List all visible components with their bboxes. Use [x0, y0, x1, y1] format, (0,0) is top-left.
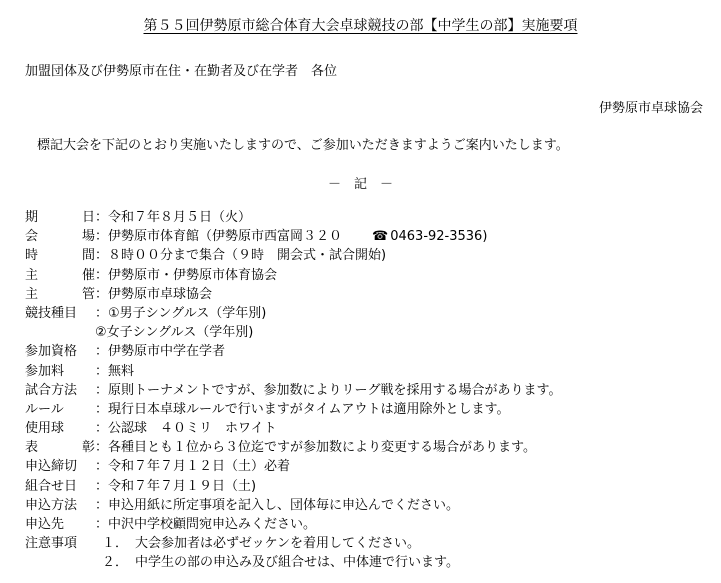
detail-row [25, 208, 715, 227]
detail-row [25, 477, 715, 496]
detail-label-part: 使用球 [25, 421, 65, 437]
detail-row [25, 227, 715, 246]
detail-value-text: 令和７年８月５日（火） [108, 210, 252, 225]
detail-separator: ： [95, 267, 109, 283]
detail-label-part: 催 [81, 267, 95, 283]
detail-value [108, 419, 715, 438]
detail-label-part: 時 [25, 248, 39, 264]
detail-separator: ： [95, 459, 109, 475]
addressee: 加盟団体及び伊勢原市在住・在勤者及び在学者 各位 [25, 64, 338, 79]
detail-separator: ： [95, 401, 109, 417]
detail-value-text: 伊勢原市・伊勢原市体育協会 [108, 267, 278, 283]
sender-organization: 伊勢原市卓球協会 [598, 101, 703, 116]
detail-value [108, 496, 715, 515]
detail-separator: ： [95, 517, 109, 532]
detail-separator: ： [95, 305, 109, 321]
detail-separator: ： [95, 286, 109, 302]
detail-value [108, 381, 715, 400]
detail-label-part: 申込方法 [25, 497, 78, 513]
detail-value-text: 伊勢原市体育館（伊勢原市西富岡３２０ [108, 229, 343, 245]
detail-label-part: 組合せ日 [25, 478, 78, 494]
detail-label [25, 515, 95, 534]
event-details-list [25, 208, 715, 573]
detail-separator: ： [95, 478, 109, 494]
detail-value-text: 申込用紙に所定事項を記入し、団体毎に申込んでください。 [108, 497, 460, 513]
detail-label-part: 試合方法 [25, 382, 78, 398]
detail-separator: ： [95, 210, 109, 225]
detail-label-part: ルール [25, 401, 64, 417]
note-text: 大会参加者は必ずゼッケンを着用してください。 [135, 536, 420, 552]
detail-label-part: 表 [25, 440, 39, 456]
detail-row [25, 323, 715, 342]
detail-label-part: 会 [25, 229, 39, 245]
document-title-text: 第５５回伊勢原市総合体育大会卓球競技の部【中学生の部】実施要項 [143, 18, 578, 34]
detail-value-text: ８時００分まで集合（９時 開会式・試合開始) [108, 248, 387, 264]
detail-separator: ： [95, 344, 109, 360]
detail-label [25, 246, 95, 265]
detail-label-part: 競技種目 [25, 305, 78, 321]
detail-label [25, 362, 95, 381]
detail-row [25, 285, 715, 304]
note-text: 中学生の部の申込み及び組合せは、中体連で行います。 [135, 555, 459, 571]
detail-label-part: 彰 [81, 440, 95, 456]
detail-value-text: 無料 [108, 363, 135, 379]
detail-value [108, 304, 715, 323]
detail-value-text: 現行日本卓球ルールで行いますがタイムアウトは適用除外とします。 [108, 401, 510, 417]
detail-label-part: 申込先 [25, 517, 65, 532]
note-row [25, 534, 715, 553]
note-row [25, 553, 715, 572]
notes-label: 注意事項 [25, 536, 78, 552]
detail-row [25, 304, 715, 323]
detail-label [25, 477, 95, 496]
detail-separator: ： [95, 248, 109, 264]
ki-heading: － 記 － [327, 177, 393, 192]
detail-value [108, 285, 715, 304]
detail-separator: ： [95, 497, 109, 513]
detail-label [25, 285, 95, 304]
detail-label-part: 参加資格 [25, 344, 78, 360]
detail-value [108, 515, 715, 534]
detail-label-part: 申込締切 [25, 459, 78, 475]
detail-value-text: 中沢中学校顧問宛申込みください。 [108, 517, 317, 532]
detail-label [25, 208, 95, 227]
detail-label [25, 342, 95, 361]
detail-label-part: 主 [25, 267, 39, 283]
detail-row [25, 266, 715, 285]
detail-label [25, 400, 95, 419]
detail-value-text: 各種目とも１位から３位迄ですが参加数により変更する場合があります。 [108, 440, 536, 456]
detail-label-part: 参加料 [25, 363, 65, 379]
note-item [95, 553, 715, 572]
detail-label-part: 管 [81, 286, 95, 302]
detail-label [25, 266, 95, 285]
detail-value-text: 原則トーナメントですが、参加数によりリーグ戦を採用する場合があります。 [108, 382, 562, 398]
detail-row [25, 381, 715, 400]
telephone-icon: ☎ [372, 229, 389, 245]
detail-separator: ： [95, 382, 109, 398]
detail-label-part: 主 [25, 286, 39, 302]
detail-value-text: 令和７年７月１９日（土) [108, 478, 257, 494]
detail-separator: ： [95, 421, 109, 437]
detail-row [25, 246, 715, 265]
note-number: １． [101, 536, 128, 552]
detail-label [25, 323, 95, 342]
detail-value [108, 208, 715, 227]
detail-separator: ： [95, 440, 109, 456]
detail-row [25, 362, 715, 381]
detail-value [108, 342, 715, 361]
detail-value [108, 266, 715, 285]
detail-separator: ： [95, 229, 109, 245]
detail-row [25, 400, 715, 419]
detail-value-text: 伊勢原市中学在学者 [108, 344, 226, 360]
detail-value [108, 246, 715, 265]
detail-row [25, 496, 715, 515]
detail-label [25, 381, 95, 400]
notes-label [25, 553, 95, 572]
detail-row [25, 419, 715, 438]
detail-value [95, 323, 715, 342]
detail-label-part: 日 [81, 210, 95, 225]
detail-row [25, 438, 715, 457]
detail-label [25, 438, 95, 457]
detail-value [108, 362, 715, 381]
note-item [95, 534, 715, 553]
detail-label [25, 419, 95, 438]
detail-value [108, 400, 715, 419]
document-title [0, 15, 721, 35]
detail-label [25, 304, 95, 323]
detail-label [25, 457, 95, 476]
detail-label [25, 496, 95, 515]
detail-label-part: 間 [81, 248, 95, 264]
detail-value [108, 227, 715, 246]
detail-value-text: 伊勢原市卓球協会 [108, 286, 213, 302]
note-number: ２． [101, 555, 128, 571]
detail-value-text: 令和７年７月１２日（土）必着 [108, 459, 291, 475]
detail-row [25, 342, 715, 361]
detail-value [108, 477, 715, 496]
detail-separator: ： [95, 363, 109, 379]
detail-value [108, 438, 715, 457]
detail-value [108, 457, 715, 476]
phone-number-text: 0463-92-3536) [390, 229, 488, 245]
detail-label [25, 227, 95, 246]
detail-row [25, 515, 715, 534]
detail-label-part: 場 [81, 229, 95, 245]
intro-paragraph: 標記大会を下記のとおり実施いたしますので、ご参加いただきますようご案内いたします。 [37, 138, 569, 153]
detail-row [25, 457, 715, 476]
detail-value-text: ①男子シングルス（学年別) [108, 305, 267, 321]
phone-number [372, 229, 487, 244]
detail-label-part: 期 [25, 210, 39, 225]
detail-value-text: ②女子シングルス（学年別) [95, 325, 254, 341]
detail-value-text: 公認球 ４０ミリ ホワイト [108, 421, 277, 437]
